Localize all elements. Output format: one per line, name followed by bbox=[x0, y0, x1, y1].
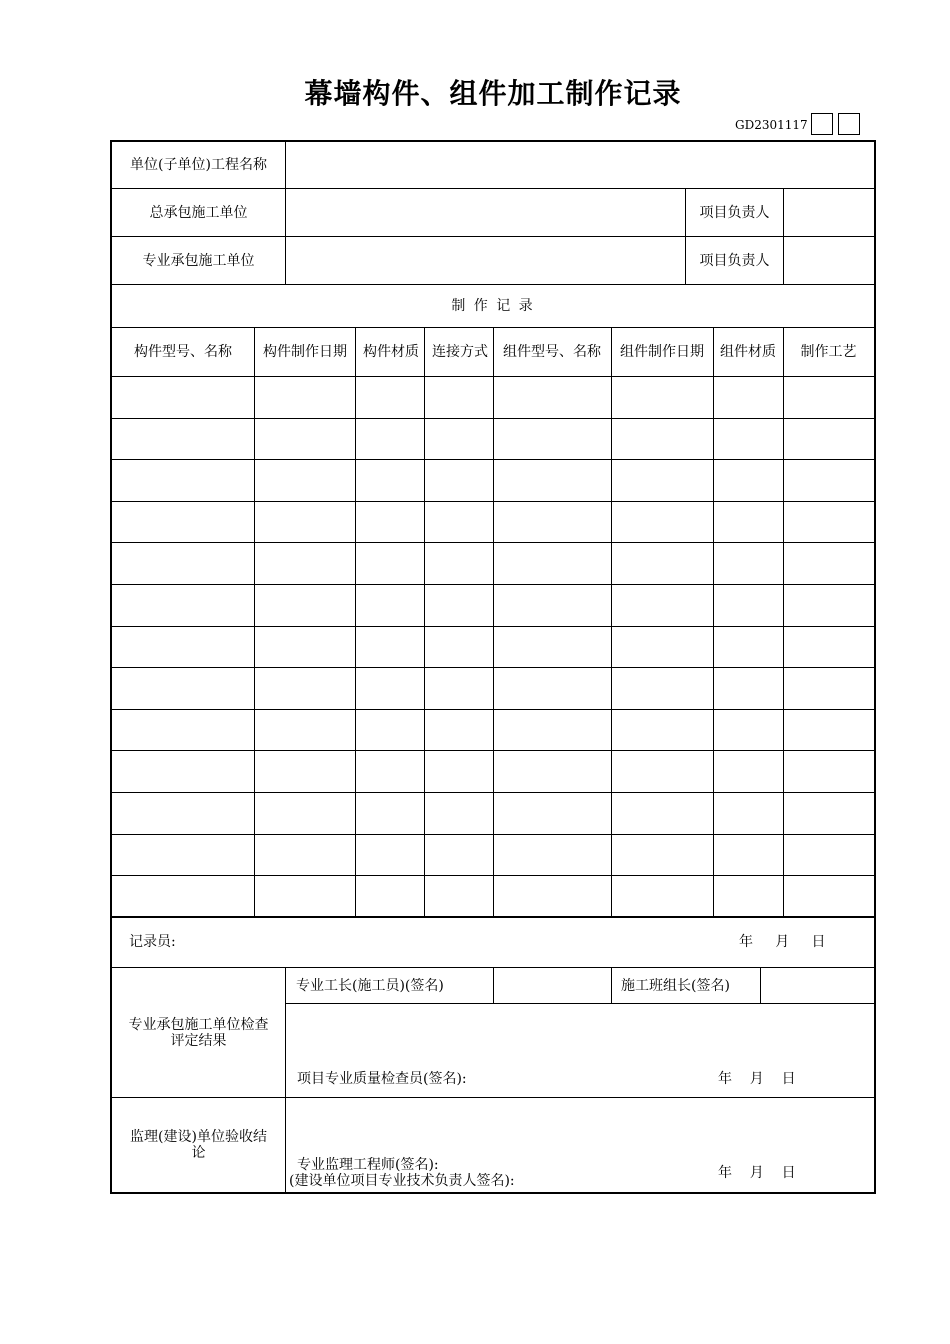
column-header: 制作工艺 bbox=[800, 344, 857, 360]
table-cell[interactable] bbox=[255, 543, 355, 584]
table-cell[interactable] bbox=[494, 668, 611, 709]
project-manager-field-2[interactable] bbox=[784, 237, 874, 284]
table-cell[interactable] bbox=[714, 377, 783, 418]
form-code: GD2301117 bbox=[735, 118, 808, 132]
column-header: 构件材质 bbox=[363, 344, 419, 360]
table-cell[interactable] bbox=[356, 668, 424, 709]
specialty-contractor-field[interactable] bbox=[286, 237, 685, 284]
table-cell[interactable] bbox=[612, 710, 713, 751]
table-cell[interactable] bbox=[612, 627, 713, 668]
table-cell[interactable] bbox=[113, 502, 254, 543]
column-header: 组件型号、名称 bbox=[503, 344, 601, 360]
table-cell[interactable] bbox=[425, 751, 493, 792]
table-cell[interactable] bbox=[494, 460, 611, 501]
table-cell[interactable] bbox=[494, 751, 611, 792]
supervision-date: 年 月 日 bbox=[718, 1165, 796, 1181]
table-cell[interactable] bbox=[612, 793, 713, 834]
code-box-1[interactable] bbox=[811, 113, 833, 135]
table-cell[interactable] bbox=[113, 751, 254, 792]
table-cell[interactable] bbox=[356, 710, 424, 751]
table-cell[interactable] bbox=[356, 585, 424, 626]
table-cell[interactable] bbox=[784, 502, 874, 543]
recorder-label: 记录员: bbox=[129, 934, 176, 950]
table-cell[interactable] bbox=[425, 502, 493, 543]
table-cell[interactable] bbox=[714, 460, 783, 501]
section-title: 制 作 记 录 bbox=[451, 298, 535, 314]
table-cell[interactable] bbox=[356, 377, 424, 418]
contractor-check-date: 年 月 日 bbox=[718, 1071, 796, 1087]
table-cell[interactable] bbox=[784, 585, 874, 626]
project-name-label: 单位(子单位)工程名称 bbox=[130, 157, 267, 173]
table-cell[interactable] bbox=[784, 793, 874, 834]
table-cell[interactable] bbox=[113, 543, 254, 584]
table-cell[interactable] bbox=[714, 585, 783, 626]
table-cell[interactable] bbox=[612, 460, 713, 501]
table-cell[interactable] bbox=[494, 627, 611, 668]
table-cell[interactable] bbox=[714, 543, 783, 584]
table-cell[interactable] bbox=[494, 543, 611, 584]
table-cell[interactable] bbox=[356, 627, 424, 668]
column-header: 构件型号、名称 bbox=[134, 344, 232, 360]
table-cell[interactable] bbox=[113, 876, 254, 917]
table-cell[interactable] bbox=[714, 668, 783, 709]
table-cell[interactable] bbox=[356, 460, 424, 501]
table-cell[interactable] bbox=[494, 585, 611, 626]
contractor-check-label: 专业承包施工单位检查评定结果 bbox=[128, 1016, 269, 1049]
code-box-2[interactable] bbox=[838, 113, 860, 135]
table-cell[interactable] bbox=[113, 460, 254, 501]
table-cell[interactable] bbox=[113, 419, 254, 460]
table-cell[interactable] bbox=[255, 876, 355, 917]
table-cell[interactable] bbox=[612, 751, 713, 792]
record-form bbox=[110, 140, 876, 1194]
table-cell[interactable] bbox=[255, 419, 355, 460]
table-cell[interactable] bbox=[612, 876, 713, 917]
table-cell[interactable] bbox=[255, 835, 355, 876]
table-cell[interactable] bbox=[425, 543, 493, 584]
table-cell[interactable] bbox=[425, 460, 493, 501]
table-cell[interactable] bbox=[612, 419, 713, 460]
table-cell[interactable] bbox=[714, 710, 783, 751]
specialty-contractor-label: 专业承包施工单位 bbox=[142, 252, 255, 269]
table-cell[interactable] bbox=[784, 543, 874, 584]
table-cell[interactable] bbox=[356, 876, 424, 917]
table-cell[interactable] bbox=[784, 627, 874, 668]
table-cell[interactable] bbox=[113, 668, 254, 709]
table-cell[interactable] bbox=[113, 585, 254, 626]
column-header: 组件制作日期 bbox=[620, 344, 704, 360]
table-cell[interactable] bbox=[425, 793, 493, 834]
team-leader-signature-field[interactable] bbox=[761, 968, 874, 1003]
table-cell[interactable] bbox=[494, 502, 611, 543]
foreman-label: 专业工长(施工员)(签名) bbox=[296, 978, 444, 994]
general-contractor-field[interactable] bbox=[286, 189, 685, 236]
column-header: 构件制作日期 bbox=[263, 344, 347, 360]
table-cell[interactable] bbox=[356, 502, 424, 543]
table-cell[interactable] bbox=[113, 627, 254, 668]
table-cell[interactable] bbox=[356, 543, 424, 584]
table-cell[interactable] bbox=[356, 835, 424, 876]
team-leader-label: 施工班组长(签名) bbox=[621, 978, 730, 994]
engineer-label: 专业监理工程师(签名): bbox=[297, 1157, 439, 1173]
page-title: 幕墙构件、组件加工制作记录 bbox=[304, 77, 682, 110]
table-cell[interactable] bbox=[784, 668, 874, 709]
table-cell[interactable] bbox=[494, 710, 611, 751]
table-cell[interactable] bbox=[784, 377, 874, 418]
table-cell[interactable] bbox=[255, 585, 355, 626]
table-cell[interactable] bbox=[494, 377, 611, 418]
table-cell[interactable] bbox=[714, 793, 783, 834]
table-cell[interactable] bbox=[113, 710, 254, 751]
table-cell[interactable] bbox=[255, 460, 355, 501]
table-cell[interactable] bbox=[714, 751, 783, 792]
recorder-date: 年 月 日 bbox=[739, 934, 826, 950]
table-cell[interactable] bbox=[714, 627, 783, 668]
table-cell[interactable] bbox=[113, 793, 254, 834]
table-cell[interactable] bbox=[425, 835, 493, 876]
table-cell[interactable] bbox=[255, 627, 355, 668]
table-cell[interactable] bbox=[714, 419, 783, 460]
column-header: 连接方式 bbox=[432, 344, 488, 360]
table-cell[interactable] bbox=[714, 835, 783, 876]
table-cell[interactable] bbox=[784, 710, 874, 751]
table-cell[interactable] bbox=[494, 419, 611, 460]
table-cell[interactable] bbox=[784, 835, 874, 876]
table-cell[interactable] bbox=[255, 710, 355, 751]
table-cell[interactable] bbox=[255, 751, 355, 792]
supervision-label: 监理(建设)单位验收结论 bbox=[130, 1129, 267, 1161]
table-cell[interactable] bbox=[113, 835, 254, 876]
table-cell[interactable] bbox=[612, 585, 713, 626]
table-cell[interactable] bbox=[255, 668, 355, 709]
table-cell[interactable] bbox=[494, 793, 611, 834]
table-cell[interactable] bbox=[612, 543, 713, 584]
table-cell[interactable] bbox=[612, 502, 713, 543]
table-cell[interactable] bbox=[784, 876, 874, 917]
project-name-field[interactable] bbox=[286, 142, 874, 188]
inspector-label: 项目专业质量检查员(签名): bbox=[297, 1071, 467, 1087]
table-cell[interactable] bbox=[494, 876, 611, 917]
general-contractor-label: 总承包施工单位 bbox=[149, 204, 248, 221]
table-cell[interactable] bbox=[255, 502, 355, 543]
table-cell[interactable] bbox=[255, 793, 355, 834]
table-cell[interactable] bbox=[714, 876, 783, 917]
column-header: 组件材质 bbox=[720, 344, 776, 360]
table-cell[interactable] bbox=[784, 460, 874, 501]
owner-label: (建设单位项目专业技术负责人签名): bbox=[289, 1173, 515, 1189]
table-cell[interactable] bbox=[425, 710, 493, 751]
table-cell[interactable] bbox=[612, 668, 713, 709]
table-cell[interactable] bbox=[425, 377, 493, 418]
table-cell[interactable] bbox=[612, 835, 713, 876]
table-cell[interactable] bbox=[425, 419, 493, 460]
project-manager-label-1: 项目负责人 bbox=[699, 204, 770, 221]
foreman-signature-field[interactable] bbox=[494, 968, 611, 1003]
project-manager-field-1[interactable] bbox=[784, 189, 874, 236]
table-cell[interactable] bbox=[494, 835, 611, 876]
table-cell[interactable] bbox=[784, 419, 874, 460]
table-cell[interactable] bbox=[714, 502, 783, 543]
table-cell[interactable] bbox=[356, 793, 424, 834]
table-cell[interactable] bbox=[356, 751, 424, 792]
table-cell[interactable] bbox=[425, 585, 493, 626]
table-cell[interactable] bbox=[612, 377, 713, 418]
table-cell[interactable] bbox=[425, 876, 493, 917]
table-cell[interactable] bbox=[425, 627, 493, 668]
table-cell[interactable] bbox=[255, 377, 355, 418]
table-cell[interactable] bbox=[425, 668, 493, 709]
project-manager-label-2: 项目负责人 bbox=[699, 252, 770, 269]
table-cell[interactable] bbox=[784, 751, 874, 792]
table-cell[interactable] bbox=[356, 419, 424, 460]
table-cell[interactable] bbox=[113, 377, 254, 418]
